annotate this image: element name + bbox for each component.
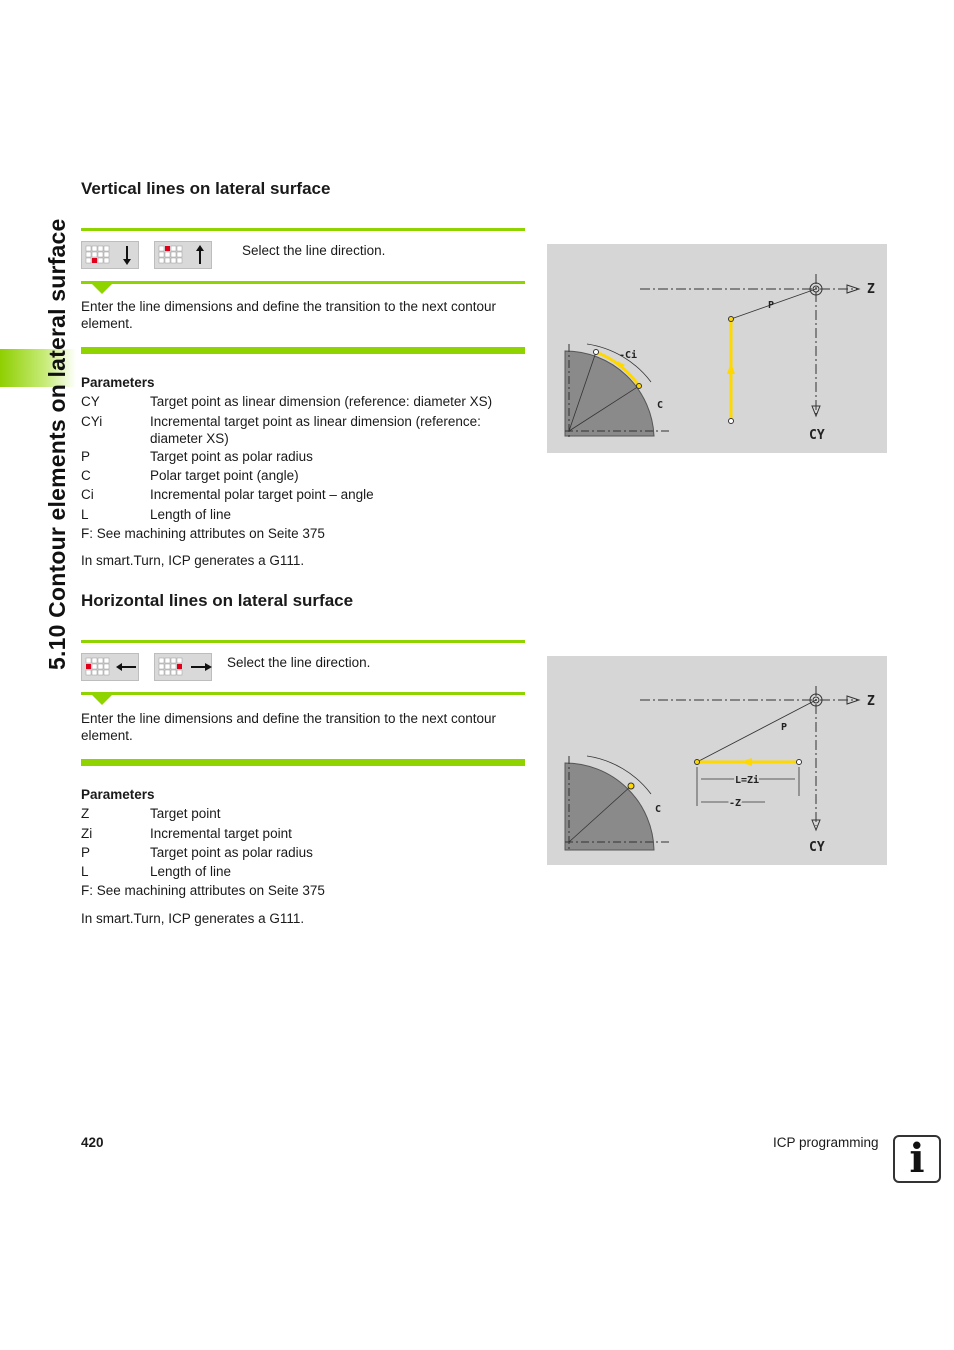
triangle-pointer-icon (92, 695, 112, 705)
section-divider (81, 640, 525, 643)
section-divider (81, 692, 525, 695)
section-divider (81, 281, 525, 284)
line-down-button[interactable] (81, 241, 139, 269)
horizontal-line-figure (547, 656, 887, 865)
g111-note: In smart.Turn, ICP generates a G111. (81, 911, 305, 926)
l-zi-label: L=Zi (735, 775, 760, 786)
c-label: C (657, 400, 664, 411)
horizontal-line-diagram (547, 656, 887, 865)
c-label: C (655, 804, 662, 815)
grid-arrow-right-icon (155, 654, 217, 680)
line-right-button[interactable] (154, 653, 212, 681)
cy-axis-label: CY (809, 840, 825, 855)
info-icon: i (893, 1135, 941, 1183)
g111-note: In smart.Turn, ICP generates a G111. (81, 553, 305, 568)
section-divider (81, 228, 525, 231)
z-axis-label: Z (867, 282, 875, 297)
chapter-footer: ICP programming (773, 1135, 879, 1150)
cy-axis-label: CY (809, 428, 825, 443)
grid-arrow-down-icon (82, 242, 138, 268)
line-left-button[interactable] (81, 653, 139, 681)
z-axis-label: Z (867, 694, 875, 709)
chapter-side-title: 5.10 Contour elements on lateral surface (44, 218, 70, 670)
grid-arrow-up-icon (155, 242, 211, 268)
machining-attributes-note: F: See machining attributes on Seite 375 (81, 526, 325, 541)
line-up-button[interactable] (154, 241, 212, 269)
select-direction-text: Select the line direction. (227, 655, 371, 670)
select-direction-text: Select the line direction. (242, 243, 386, 258)
p-label: P (768, 300, 775, 311)
vertical-line-figure (547, 244, 887, 453)
machining-attributes-note: F: See machining attributes on Seite 375 (81, 883, 325, 898)
p-label: P (781, 722, 788, 733)
vertical-line-diagram (547, 244, 887, 453)
minus-z-label: -Z (729, 798, 742, 809)
section-divider (81, 759, 525, 766)
section-heading-horizontal: Horizontal lines on lateral surface (81, 591, 354, 610)
parameters-heading: Parameters (81, 375, 155, 390)
parameters-heading: Parameters (81, 787, 155, 802)
page-number: 420 (81, 1135, 104, 1150)
triangle-pointer-icon (92, 284, 112, 294)
section-heading-vertical: Vertical lines on lateral surface (81, 179, 331, 198)
enter-dimensions-text: Enter the line dimensions and define the transition to the next contour element. (81, 299, 497, 331)
section-divider (81, 347, 525, 354)
grid-arrow-left-icon (82, 654, 138, 680)
ci-label: -Ci (619, 350, 638, 361)
enter-dimensions-text: Enter the line dimensions and define the transition to the next contour element. (81, 711, 497, 743)
